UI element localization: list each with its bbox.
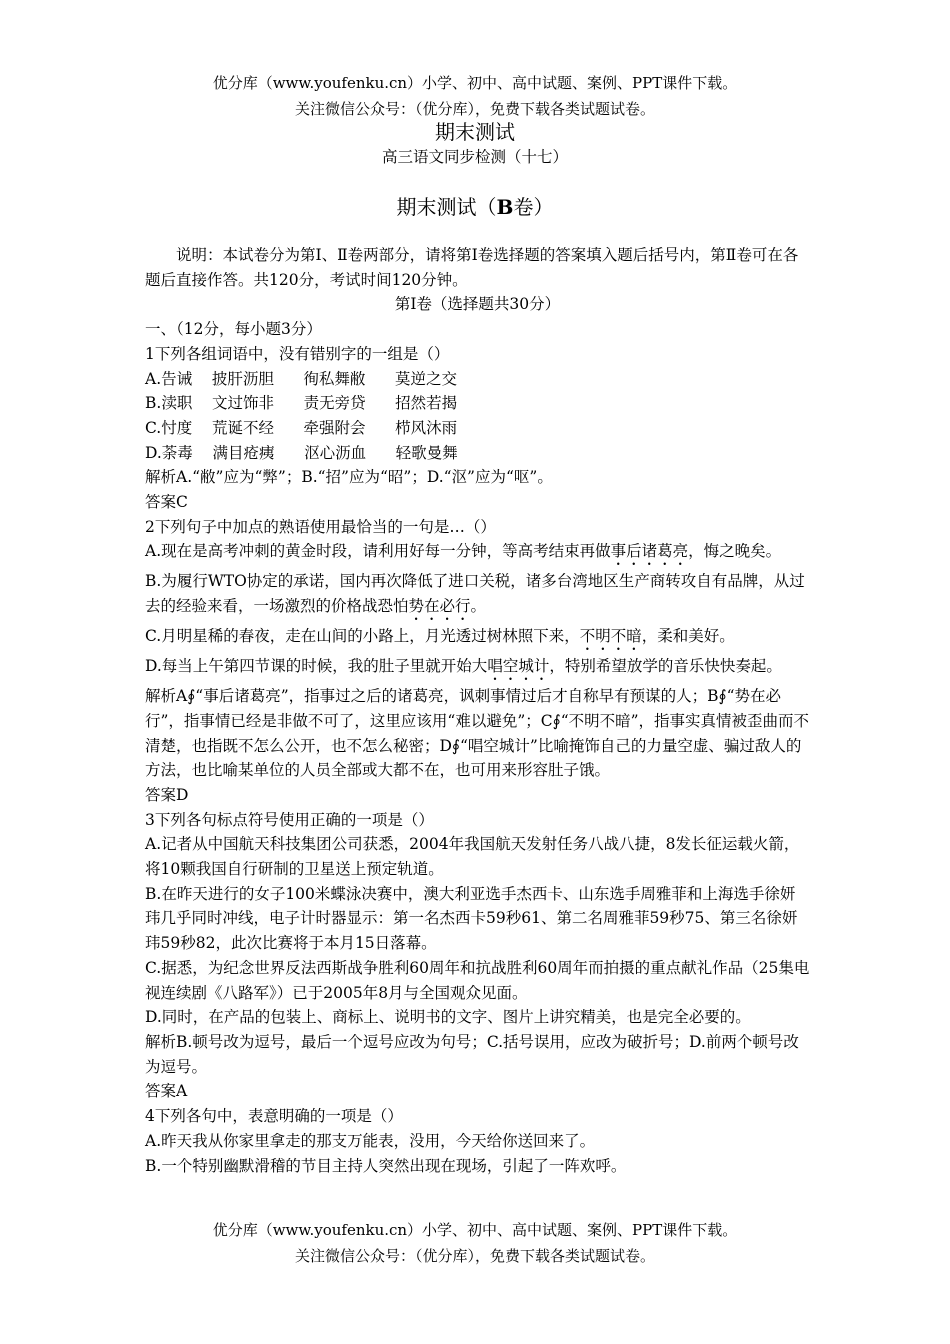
q3-analysis: 解析B.顿号改为逗号，最后一个逗号应改为句号；C.括号误用，应改为破折号；D.前两个顿号改为逗号。 xyxy=(145,1032,799,1076)
q3-answer: 答案A xyxy=(145,1082,188,1101)
q2-b-text-end: 。 xyxy=(470,597,487,616)
q4-option-a: A.昨天我从你家里拿走的那支万能表，没用，今天给你送回来了。 xyxy=(145,1131,596,1150)
q4-option-b: B.一个特别幽默滑稽的节目主持人突然出现在现场，引起了一阵欢呼。 xyxy=(145,1156,627,1175)
page-subtitle: 高三语文同步检测（十七） xyxy=(381,148,568,166)
header-line-2: 关注微信公众号：（优分库），免费下载各类试题试卷。 xyxy=(294,100,655,118)
q4-stem: 4下列各句中，表意明确的一项是（） xyxy=(145,1107,403,1126)
q3-option-a: A.记者从中国航天科技集团公司获悉，2004年我国航天发射任务八战八捷，8发长征运载火箭，将10颗我国自行研制的卫星送上预定轨道。 xyxy=(145,835,800,879)
page-title: 期末测试 xyxy=(435,120,515,144)
section-heading: 第Ⅰ卷（选择题共30分） xyxy=(394,295,561,314)
q2-b-dotted-idiom: 势在必行 xyxy=(408,597,471,616)
footer-line-1: 优分库（www.youfenku.cn）小学、初中、高中试题、案例、PPT课件下载。 xyxy=(212,1221,738,1239)
q3-option-d: D.同时，在产品的包装上、商标上、说明书的文字、图片上讲究精美，也是完全必要的。 xyxy=(145,1008,751,1027)
q2-a-dotted-idiom: 事后诸葛亮 xyxy=(610,542,689,561)
q1-answer: 答案C xyxy=(145,493,188,512)
q2-c-dotted-idiom: 不明不暗 xyxy=(579,627,642,646)
q2-option-d xyxy=(145,654,810,684)
q2-a-text-end: ，悔之晚矣。 xyxy=(688,542,782,561)
q1-option-d: D.荼毒 满目疮痍 沤心沥血 轻歌曼舞 xyxy=(145,443,458,462)
q2-analysis: 解析A∮“事后诸葛亮”，指事过之后的诸葛亮，讽刺事情过后才自称早有预谋的人；B∮“势在必行”，指事情已经是非做不可了，这里应该用“难以避免”；C∮“不明不暗”，指事实真情被歪曲而不清楚，也指既不怎么公开，也不怎么秘密；D∮“唱空城计”比喻掩饰自己的力量空虚、骗过敌人的方法，也比喻某单位的人员全部或大都不在，也可用来形容肚子饿。 xyxy=(145,687,810,780)
q1-stem: 1下列各组词语中，没有错别字的一组是（） xyxy=(145,344,450,363)
exam-body xyxy=(145,243,810,1178)
q2-a-text: A.现在是高考冲刺的黄金时段，请利用好每一分钟，等高考结束再做 xyxy=(145,542,611,561)
exam-title-pre: 期末测试（ xyxy=(396,195,497,219)
q2-answer: 答案D xyxy=(145,785,189,804)
footer-line-2: 关注微信公众号：（优分库），免费下载各类试题试卷。 xyxy=(294,1247,655,1265)
exam-title-b: B xyxy=(496,195,514,219)
q1-option-a: A.告诫 披肝沥胆 徇私舞敝 莫逆之交 xyxy=(145,369,457,388)
q2-c-text: C.月明星稀的春夜，走在山间的小路上，月光透过树林照下来， xyxy=(145,627,580,646)
exam-title-post: 卷） xyxy=(513,195,554,219)
q2-d-dotted-idiom: 唱空城计 xyxy=(487,657,550,676)
q1-option-b: B.渎职 文过饰非 责无旁贷 招然若揭 xyxy=(145,394,458,413)
intro-text: 说明：本试卷分为第Ⅰ、Ⅱ卷两部分，请将第Ⅰ卷选择题的答案填入题后括号内，第Ⅱ卷可在各题后直接作答。共120分，考试时间120分钟。 xyxy=(145,246,799,289)
q3-stem: 3下列各句标点符号使用正确的一项是（） xyxy=(145,810,434,829)
q2-option-a xyxy=(145,539,810,569)
q2-stem: 2下列句子中加点的熟语使用最恰当的一句是…（） xyxy=(145,517,496,536)
q1-analysis: 解析A.“敝”应为“弊”；B.“招”应为“昭”；D.“沤”应为“呕”。 xyxy=(145,468,553,487)
q3-option-c: C.据悉，为纪念世界反法西斯战争胜利60周年和抗战胜利60周年而拍摄的重点献礼作品（25集电视连续剧《八路军》）已于2005年8月与全国观众见面。 xyxy=(145,958,810,1002)
q3-option-b: B.在昨天进行的女子100米蝶泳决赛中，澳大利亚选手杰西卡、山东选手周雅菲和上海选手徐妍玮几乎同时冲线，电子计时器显示：第一名杰西卡59秒61、第二名周雅菲59秒75、第三名徐妍玮59秒82，此次比赛将于本月15日落幕。 xyxy=(145,884,798,953)
q2-d-text-end: ，特别希望放学的音乐快快奏起。 xyxy=(549,657,782,676)
q2-d-text: D.每当上午第四节课的时候，我的肚子里就开始大 xyxy=(145,657,488,676)
q2-option-b xyxy=(145,569,810,624)
part-heading: 一、（12分，每小题3分） xyxy=(145,320,322,339)
header-line-1: 优分库（www.youfenku.cn）小学、初中、高中试题、案例、PPT课件下载。 xyxy=(212,74,738,92)
q1-option-c: C.忖度 荒诞不经 牵强附会 栉风沐雨 xyxy=(145,418,458,437)
q2-c-text-end: ，柔和美好。 xyxy=(641,627,735,646)
q2-option-c xyxy=(145,624,810,654)
exam-title xyxy=(0,193,950,221)
q2-b-text: B.为履行WTO协定的承诺，国内再次降低了进口关税，诸多台湾地区生产商转攻自有品牌，从过去的经验来看，一场激烈的价格战恐怕 xyxy=(145,572,805,616)
